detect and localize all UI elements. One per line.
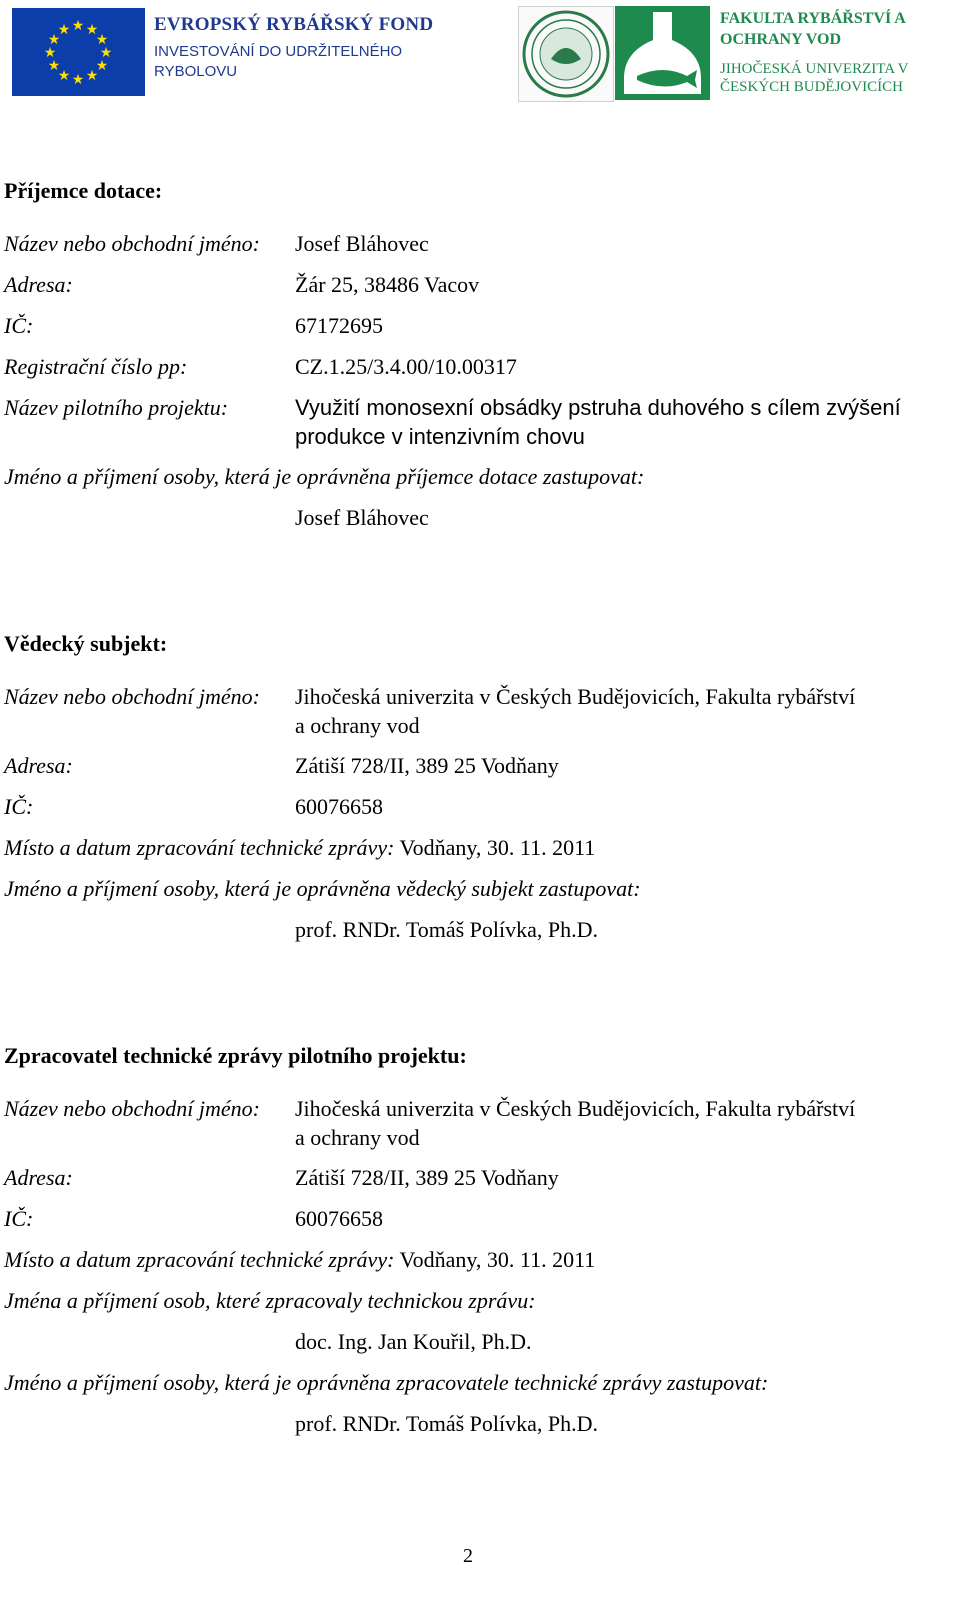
recipient-name-value: Josef Bláhovec bbox=[295, 231, 429, 256]
recipient-reg-label: Registrační číslo pp: bbox=[4, 354, 188, 379]
svg-text:★: ★ bbox=[57, 22, 71, 38]
scientific-name-label: Název nebo obchodní jméno: bbox=[4, 684, 260, 709]
svg-text:★: ★ bbox=[95, 32, 109, 48]
recipient-project-label: Název pilotního projektu: bbox=[4, 395, 229, 420]
processor-place-label: Místo a datum zpracování technické zprávy: bbox=[4, 1247, 395, 1272]
svg-text:★: ★ bbox=[85, 22, 99, 38]
processor-ic-label: IČ: bbox=[4, 1206, 34, 1231]
scientific-heading: Vědecký subjekt: bbox=[4, 631, 168, 656]
university-seal-icon bbox=[518, 6, 614, 102]
processor-rep-value: prof. RNDr. Tomáš Polívka, Ph.D. bbox=[295, 1411, 599, 1436]
scientific-ic-label: IČ: bbox=[4, 794, 34, 819]
svg-text:★: ★ bbox=[85, 68, 99, 84]
processor-ic-value: 60076658 bbox=[295, 1206, 383, 1231]
svg-text:★: ★ bbox=[47, 58, 61, 74]
processor-address-label: Adresa: bbox=[4, 1165, 73, 1190]
svg-text:★: ★ bbox=[71, 18, 85, 34]
scientific-rep-label: Jméno a příjmení osoby, která je oprávněna vědecký subjekt zastupovat: bbox=[4, 876, 641, 901]
processor-rep-label: Jméno a příjmení osoby, která je oprávněna zpracovatele technické zprávy zastupovat: bbox=[4, 1370, 769, 1395]
university-name: JIHOČESKÁ UNIVERZITA V ČESKÝCH BUDĚJOVICÍCH bbox=[720, 61, 909, 95]
svg-text:★: ★ bbox=[99, 45, 113, 61]
scientific-address-label: Adresa: bbox=[4, 753, 73, 778]
faculty-title: FAKULTA RYBÁŘSTVÍ A OCHRANY VOD bbox=[720, 10, 905, 48]
recipient-reg-value: CZ.1.25/3.4.00/10.00317 bbox=[295, 354, 517, 379]
page-number: 2 bbox=[463, 1545, 473, 1567]
processor-place-value: Vodňany, 30. 11. 2011 bbox=[399, 1247, 596, 1272]
recipient-rep-label: Jméno a příjmení osoby, která je oprávněna příjemce dotace zastupovat: bbox=[4, 464, 645, 489]
svg-text:★: ★ bbox=[47, 32, 61, 48]
processor-address-value: Zátiší 728/II, 389 25 Vodňany bbox=[295, 1165, 559, 1190]
recipient-address-label: Adresa: bbox=[4, 272, 73, 297]
processor-authors-value: doc. Ing. Jan Kouřil, Ph.D. bbox=[295, 1329, 532, 1354]
svg-text:★: ★ bbox=[57, 68, 71, 84]
scientific-name-value-line1: Jihočeská univerzita v Českých Budějovicích, Fakulta rybářství bbox=[295, 684, 856, 709]
processor-name-value-line2: a ochrany vod bbox=[295, 1125, 420, 1150]
scientific-ic-value: 60076658 bbox=[295, 794, 383, 819]
recipient-project-value: Využití monosexní obsádky pstruha duhového s cílem zvýšení produkce v intenzivním chovu bbox=[295, 395, 901, 449]
processor-name-label: Název nebo obchodní jméno: bbox=[4, 1096, 260, 1121]
faculty-flask-fish-icon bbox=[615, 6, 710, 100]
svg-text:★: ★ bbox=[71, 72, 85, 88]
processor-place-row bbox=[4, 1247, 595, 1273]
svg-text:★: ★ bbox=[43, 45, 57, 61]
processor-heading: Zpracovatel technické zprávy pilotního projektu: bbox=[4, 1043, 467, 1068]
svg-text:★: ★ bbox=[95, 58, 109, 74]
scientific-rep-value: prof. RNDr. Tomáš Polívka, Ph.D. bbox=[295, 917, 599, 942]
recipient-name-label: Název nebo obchodní jméno: bbox=[4, 231, 260, 256]
eu-flag-icon bbox=[12, 8, 145, 96]
eu-fund-subtitle: INVESTOVÁNÍ DO UDRŽITELNÉHO RYBOLOVU bbox=[154, 43, 403, 80]
recipient-ic-value: 67172695 bbox=[295, 313, 383, 338]
recipient-address-value: Žár 25, 38486 Vacov bbox=[295, 272, 480, 297]
scientific-name-value-line2: a ochrany vod bbox=[295, 713, 420, 738]
scientific-place-value: Vodňany, 30. 11. 2011 bbox=[399, 835, 596, 860]
processor-name-value-line1: Jihočeská univerzita v Českých Budějovicích, Fakulta rybářství bbox=[295, 1096, 856, 1121]
scientific-address-value: Zátiší 728/II, 389 25 Vodňany bbox=[295, 753, 559, 778]
recipient-rep-value: Josef Bláhovec bbox=[295, 505, 429, 530]
processor-authors-label: Jména a příjmení osob, které zpracovaly technickou zprávu: bbox=[4, 1288, 536, 1313]
scientific-place-row bbox=[4, 835, 595, 861]
recipient-ic-label: IČ: bbox=[4, 313, 34, 338]
eu-fund-title: EVROPSKÝ RYBÁŘSKÝ FOND bbox=[154, 14, 434, 35]
recipient-heading: Příjemce dotace: bbox=[4, 178, 163, 203]
scientific-place-label: Místo a datum zpracování technické zprávy: bbox=[4, 835, 395, 860]
